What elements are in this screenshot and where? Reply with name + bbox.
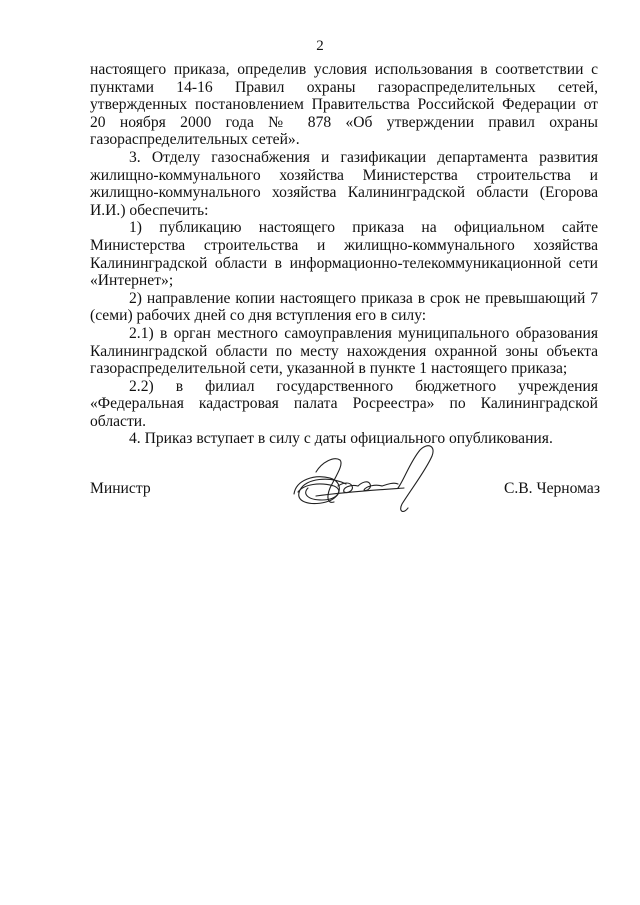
paragraph-item-3-2: 2) направление копии настоящего приказа в срок не превышающий 7 (семи) рабочих дней со дня вступления его в силу: [90, 289, 598, 325]
page-number: 2 [316, 38, 324, 54]
paragraph-item-2-2: 2.2) в филиал государственного бюджетного учреждения «Федеральная кадастровая палата Росреестра» по Калининградской области. [90, 377, 598, 430]
paragraph-item-3-1: 1) публикацию настоящего приказа на официальном сайте Министерства строительства и жилищно-коммунального хозяйства Калининградской области в информационно-телекоммуникационной сети «Интернет»; [90, 219, 598, 290]
paragraph-item-4: 4. Приказ вступает в силу с даты официального опубликования. [129, 430, 553, 448]
handwritten-signature [286, 442, 456, 522]
paragraph-item-2-1: 2.1) в орган местного самоуправления муниципального образования Калининградской области по месту нахождения охранной зоны объекта газораспределительной сети, указанной в пункте 1 настоящего приказа; [90, 324, 598, 378]
paragraph-item-3: 3. Отделу газоснабжения и газификации департамента развития жилищно-коммунального хозяйства Министерства строительства и жилищно-коммунального хозяйства Калининградской области (Егорова И.И.) обеспечить: [90, 148, 598, 219]
signer-name: С.В. Черномаз [503, 480, 600, 497]
document-body [90, 61, 598, 448]
paragraph-continuation: настоящего приказа, определив условия использования в соответствии с пунктами 14-16 Правил охраны газораспределительных сетей, утвержденных постановлением Правительства Российской Федерации от 20 ноября 2000 года № 878 «Об утверждении правил охраны газораспределительных сетей». [90, 61, 598, 149]
signer-title: Министр [90, 480, 151, 497]
signature-block [90, 472, 600, 552]
